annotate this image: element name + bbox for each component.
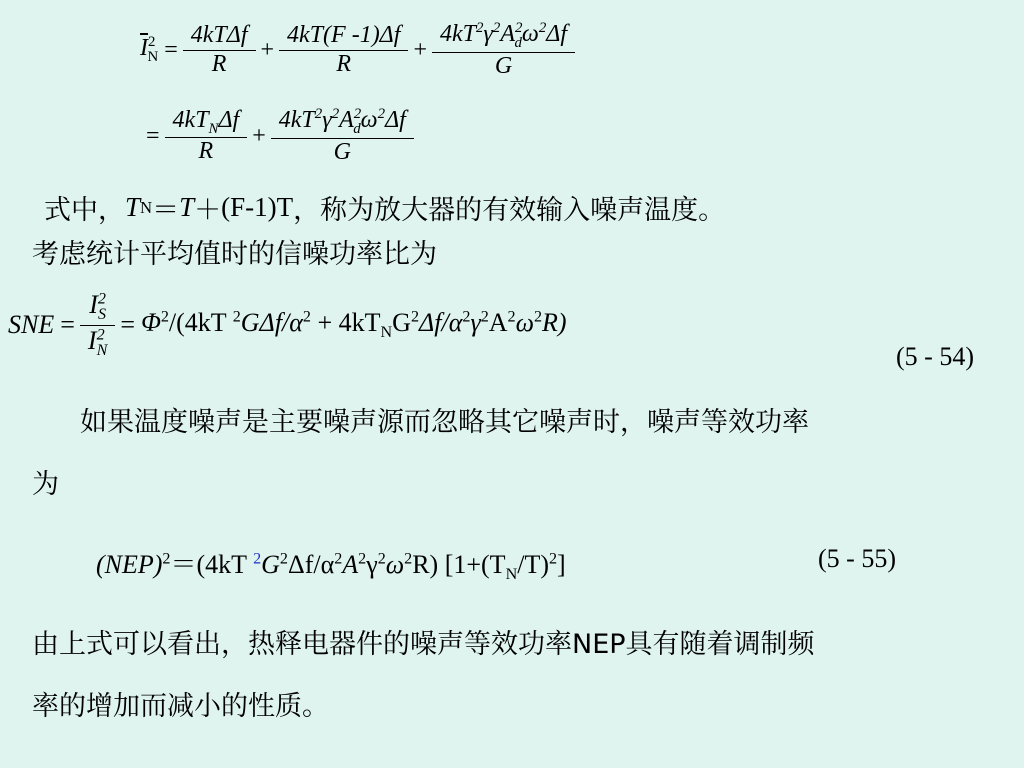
eq2-number: (5 - 54)	[896, 342, 974, 371]
equation-noise-current-line1	[140, 20, 574, 80]
eq1-equals: =	[164, 36, 178, 63]
eq2-body: $\Phi^2/(4kT$ $^2G\Delta f/\alpha^2 + 4kT_NG^2\Delta f/\alpha^2\gamma^2A^2\omega^2R$)	[141, 308, 567, 342]
text1-paren: (F-1)T	[221, 192, 294, 222]
equation-sne	[8, 290, 567, 360]
text-nep-intro-line1: 如果温度噪声是主要噪声源而忽略其它噪声时，噪声等效功率	[80, 407, 809, 438]
eq1-lhs: $\overline{I}^2_N$	[140, 34, 159, 66]
equation-noise-current-line2	[140, 106, 413, 166]
text1-suffix: ，称为放大器的有效输入噪声温度。	[293, 195, 726, 226]
text-nep-intro-line2: 为	[32, 469, 59, 500]
text-conclusion-line2: 率的增加而减小的性质。	[32, 691, 329, 722]
eq2-fraction: $\frac{I^2_S}{I^2_N}$	[84, 290, 111, 360]
text1-prefix: 式中，	[44, 195, 125, 226]
text1-plus: ＋	[194, 195, 222, 226]
eq2-lhs: SNE	[8, 310, 55, 340]
text-tn-definition	[44, 188, 725, 227]
eq3-number: (5 - 55)	[818, 544, 896, 573]
eq1-l2-term1: $\frac{4kT_N\Delta f}{R}$	[169, 107, 244, 166]
eq1-l2-equals: =	[146, 122, 160, 149]
eq2-equals1: =	[60, 310, 75, 340]
text-conclusion-line1: 由上式可以看出，热释电器件的噪声等效功率NEP具有随着调制频	[32, 629, 815, 660]
eq1-term2: $\frac{4kT(F -1)\Delta f}{R}$	[283, 22, 404, 78]
text1-tn: T	[125, 192, 141, 222]
equation-nep	[96, 544, 566, 584]
text1-equals: ＝	[152, 195, 180, 226]
eq1-plus1: +	[260, 36, 275, 63]
eq1-l2-term2: $\frac{4kT^2\gamma^2A^2_d\omega^2\Delta f}{G}$	[275, 106, 410, 166]
eq3-body: (NEP)$^2$＝(4kT $^2G^2\Delta f/\alpha^2A^2\gamma^2\omega^2R$) $[1+(T_N/T)^2]$	[96, 550, 566, 584]
eq1-plus2: +	[413, 36, 427, 63]
eq1-term1: $\frac{\text{4kTΔf}}{R}$	[187, 22, 252, 78]
text1-t: T	[179, 192, 195, 222]
eq1-l2-plus: +	[252, 122, 266, 149]
text1-tn-sub: N	[140, 197, 153, 217]
text-snr-intro: 考虑统计平均值时的信噪功率比为	[32, 239, 437, 270]
eq2-equals2: =	[120, 310, 136, 340]
eq1-term3: $\frac{4kT^2\gamma^2A^2_d\omega^2\Delta f}{G}$	[436, 20, 571, 80]
